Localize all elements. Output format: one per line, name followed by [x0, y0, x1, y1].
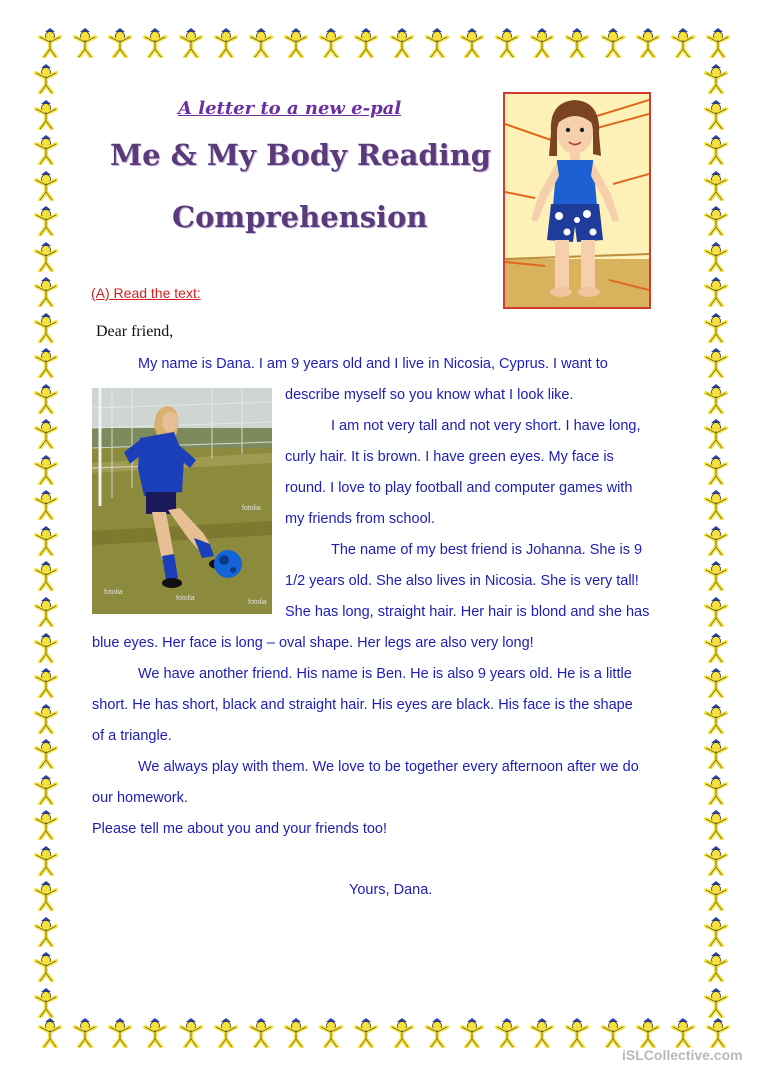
girl-illustration-svg [505, 94, 649, 307]
border-figure-icon [32, 917, 68, 947]
border-figure-icon [563, 28, 591, 64]
letter-line: I am not very tall and not very short. I have long, [331, 418, 641, 434]
border-figure-icon [32, 633, 68, 663]
letter-line: She has long, straight hair. Her hair is blond and she has [285, 604, 650, 620]
border-figure-icon [32, 597, 68, 627]
decorative-border-right [702, 64, 738, 1018]
border-figure-icon [32, 419, 68, 449]
border-figure-icon [32, 64, 68, 94]
soccer-photo-svg [92, 388, 272, 614]
border-figure-icon [702, 810, 738, 840]
letter-line: describe myself so you know what I look like. [285, 387, 574, 403]
border-figure-icon [32, 490, 68, 520]
photo-watermark-4: fotolia [242, 505, 261, 512]
letter-line: 1/2 years old. She also lives in Nicosia. She is very tall! [285, 573, 639, 589]
border-figure-icon [702, 455, 738, 485]
border-figure-icon [702, 704, 738, 734]
border-figure-icon [32, 739, 68, 769]
photo-watermark-2: fotolia [176, 595, 195, 602]
border-figure-icon [32, 171, 68, 201]
border-figure-icon [32, 348, 68, 378]
letter-signature: Yours, Dana. [349, 882, 433, 898]
border-figure-icon [32, 206, 68, 236]
border-figure-icon [702, 952, 738, 982]
soccer-girl-photo [92, 388, 272, 614]
border-figure-icon [458, 28, 486, 64]
border-figure-icon [702, 348, 738, 378]
letter-line: my friends from school. [285, 511, 435, 527]
border-figure-icon [702, 597, 738, 627]
border-figure-icon [702, 668, 738, 698]
border-figure-icon [423, 28, 451, 64]
border-figure-icon [71, 1018, 99, 1054]
border-figure-icon [599, 28, 627, 64]
decorative-border-left [32, 64, 68, 1018]
border-figure-icon [32, 988, 68, 1018]
border-figure-icon [32, 313, 68, 343]
border-figure-icon [634, 28, 662, 64]
girl-body-illustration [503, 92, 651, 309]
border-figure-icon [702, 242, 738, 272]
border-figure-icon [32, 526, 68, 556]
letter-line: We always play with them. We love to be together every afternoon after we do [138, 759, 639, 775]
border-figure-icon [212, 28, 240, 64]
border-figure-icon [32, 100, 68, 130]
border-figure-icon [388, 1018, 416, 1054]
border-figure-icon [106, 1018, 134, 1054]
border-figure-icon [352, 28, 380, 64]
border-figure-icon [32, 881, 68, 911]
worksheet-title-line-1: Me & My Body Reading [110, 138, 492, 172]
border-figure-icon [32, 384, 68, 414]
border-figure-icon [317, 1018, 345, 1054]
border-figure-icon [702, 277, 738, 307]
border-figure-icon [702, 881, 738, 911]
worksheet-title-line-2: Comprehension [172, 200, 428, 234]
border-figure-icon [32, 952, 68, 982]
letter-line: blue eyes. Her face is long – oval shape. Her legs are also very long! [92, 635, 534, 651]
border-figure-icon [702, 633, 738, 663]
border-figure-icon [177, 1018, 205, 1054]
border-figure-icon [32, 277, 68, 307]
border-figure-icon [702, 206, 738, 236]
photo-watermark-3: fotolia [248, 599, 267, 606]
border-figure-icon [106, 28, 134, 64]
letter-salutation: Dear friend, [96, 323, 174, 340]
letter-line: We have another friend. His name is Ben. He is also 9 years old. He is a little [138, 666, 632, 682]
border-figure-icon [528, 28, 556, 64]
border-figure-icon [702, 846, 738, 876]
border-figure-icon [141, 28, 169, 64]
border-figure-icon [528, 1018, 556, 1054]
section-label-read-text: (A) Read the text: [91, 285, 201, 301]
border-figure-icon [177, 28, 205, 64]
border-figure-icon [702, 313, 738, 343]
photo-watermark-1: fotolia [104, 589, 123, 596]
border-figure-icon [702, 384, 738, 414]
border-figure-icon [32, 704, 68, 734]
border-figure-icon [71, 28, 99, 64]
border-figure-icon [458, 1018, 486, 1054]
border-figure-icon [32, 135, 68, 165]
border-figure-icon [32, 668, 68, 698]
border-figure-icon [493, 1018, 521, 1054]
letter-line: curly hair. It is brown. I have green eyes. My face is [285, 449, 614, 465]
border-figure-icon [423, 1018, 451, 1054]
border-figure-icon [282, 28, 310, 64]
border-figure-icon [702, 171, 738, 201]
border-figure-icon [702, 490, 738, 520]
border-figure-icon [388, 28, 416, 64]
border-figure-icon [36, 1018, 64, 1054]
border-figure-icon [669, 28, 697, 64]
border-figure-icon [32, 455, 68, 485]
decorative-border-top [36, 28, 732, 64]
border-figure-icon [32, 561, 68, 591]
border-figure-icon [702, 526, 738, 556]
letter-line: My name is Dana. I am 9 years old and I live in Nicosia, Cyprus. I want to [138, 356, 608, 372]
border-figure-icon [702, 100, 738, 130]
border-figure-icon [704, 28, 732, 64]
border-figure-icon [702, 135, 738, 165]
border-figure-icon [702, 64, 738, 94]
border-figure-icon [141, 1018, 169, 1054]
border-figure-icon [702, 988, 738, 1018]
border-figure-icon [212, 1018, 240, 1054]
border-figure-icon [352, 1018, 380, 1054]
border-figure-icon [702, 775, 738, 805]
border-figure-icon [702, 917, 738, 947]
border-figure-icon [563, 1018, 591, 1054]
border-figure-icon [702, 419, 738, 449]
letter-line: Please tell me about you and your friends too! [92, 821, 388, 837]
border-figure-icon [317, 28, 345, 64]
border-figure-icon [702, 561, 738, 591]
border-figure-icon [247, 28, 275, 64]
border-figure-icon [32, 846, 68, 876]
worksheet-subtitle: A letter to a new e-pal [178, 98, 402, 119]
letter-line: The name of my best friend is Johanna. She is 9 [331, 542, 643, 558]
border-figure-icon [36, 28, 64, 64]
border-figure-icon [247, 1018, 275, 1054]
letter-line: our homework. [92, 790, 188, 806]
site-watermark: iSLCollective.com [622, 1047, 743, 1063]
letter-line: of a triangle. [92, 728, 172, 744]
border-figure-icon [32, 775, 68, 805]
border-figure-icon [32, 242, 68, 272]
letter-line: round. I love to play football and computer games with [285, 480, 633, 496]
border-figure-icon [32, 810, 68, 840]
letter-line: short. He has short, black and straight hair. His eyes are black. His face is the shape [92, 697, 633, 713]
border-figure-icon [702, 739, 738, 769]
border-figure-icon [493, 28, 521, 64]
border-figure-icon [282, 1018, 310, 1054]
